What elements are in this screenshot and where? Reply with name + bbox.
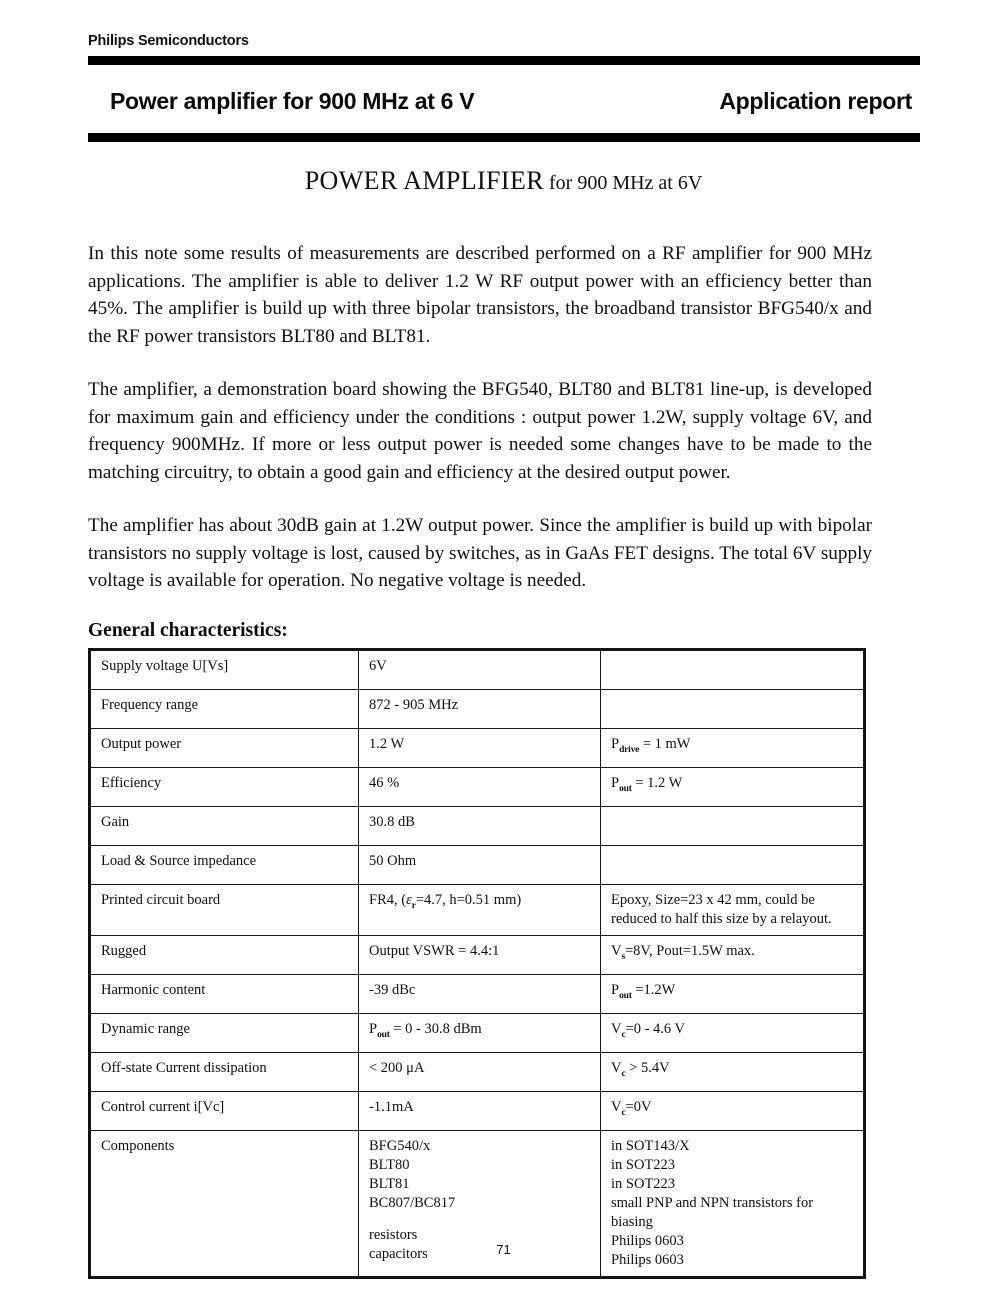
component-name: BLT81 <box>369 1176 410 1192</box>
table-row <box>91 1092 864 1131</box>
note-symbol: V <box>611 1060 622 1076</box>
note-subscript: s <box>621 951 625 962</box>
note-subscript: out <box>619 783 632 794</box>
row-param: Gain <box>91 807 359 846</box>
row-note <box>601 651 864 690</box>
table-row <box>91 1014 864 1053</box>
note-text: = 1 mW <box>639 736 691 752</box>
note-symbol: V <box>611 943 622 959</box>
header-right-title: Application report <box>719 88 912 114</box>
row-note <box>601 690 864 729</box>
row-note <box>601 936 864 975</box>
value-subscript: out <box>377 1029 390 1040</box>
row-value: 6V <box>359 651 601 690</box>
component-package: in SOT223 <box>611 1157 676 1173</box>
component-package: in SOT143/X <box>611 1138 690 1154</box>
component-name: capacitors <box>369 1246 428 1262</box>
row-param: Supply voltage U[Vs] <box>91 651 359 690</box>
row-note <box>601 846 864 885</box>
note-symbol: P <box>611 736 620 752</box>
table-row <box>91 768 864 807</box>
value-text: = 0 - 30.8 dBm <box>389 1021 482 1037</box>
component-name: BC807/BC817 <box>369 1195 456 1211</box>
note-text: =8V, Pout=1.5W max. <box>624 943 755 959</box>
running-header <box>88 88 920 126</box>
header-left-title: Power amplifier for 900 MHz at 6 V <box>110 88 475 114</box>
row-param: Frequency range <box>91 690 359 729</box>
component-name: BFG540/x <box>369 1138 431 1154</box>
value-symbol: P <box>369 1021 378 1037</box>
row-value: 50 Ohm <box>359 846 601 885</box>
table-body <box>91 651 864 1277</box>
table-row <box>91 807 864 846</box>
table-row <box>91 729 864 768</box>
row-note <box>601 729 864 768</box>
row-value <box>359 885 601 936</box>
component-package: small PNP and NPN transistors for <box>611 1195 814 1211</box>
row-param: Off-state Current dissipation <box>91 1053 359 1092</box>
table-row <box>91 651 864 690</box>
row-param: Output power <box>91 729 359 768</box>
body-text <box>88 240 872 595</box>
table-row <box>91 690 864 729</box>
general-characteristics-table <box>88 648 866 1279</box>
value-text: FR4, ( <box>369 892 407 908</box>
note-text: > 5.4V <box>625 1060 670 1076</box>
value-subscript: r <box>411 900 416 911</box>
table-row <box>91 936 864 975</box>
component-package: Philips 0603 <box>611 1252 684 1268</box>
header-rule-bottom <box>88 133 920 142</box>
component-package: biasing <box>611 1214 653 1230</box>
page-title-main: POWER AMPLIFIER <box>304 166 544 195</box>
row-param: Control current i[Vc] <box>91 1092 359 1131</box>
spacer <box>369 1213 591 1226</box>
row-note <box>601 975 864 1014</box>
note-subscript: out <box>619 990 632 1001</box>
paragraph-2: The amplifier, a demonstration board showing the BFG540, BLT80 and BLT81 line-up, is developed for maximum gain and efficiency under the conditions : output power 1.2W, supply voltage 6V, and frequency 900MHz. If more or less output power is needed some changes have to be made to the matching circuitry, to obtain a good gain and efficiency at the desired output power. <box>88 379 872 483</box>
note-symbol: V <box>611 1021 622 1037</box>
paragraph-3: The amplifier has about 30dB gain at 1.2W output power. Since the amplifier is build up with bipolar transistors no supply voltage is lost, caused by switches, as in GaAs FET designs. The total 6V supply voltage is available for operation. No negative voltage is needed. <box>88 515 872 591</box>
table-row <box>91 975 864 1014</box>
note-line: Epoxy, Size=23 x 42 mm, could be <box>611 892 815 908</box>
row-note <box>601 885 864 936</box>
row-value <box>359 1014 601 1053</box>
note-subscript: c <box>621 1107 626 1118</box>
row-value: Output VSWR = 4.4:1 <box>359 936 601 975</box>
page-number: 71 <box>496 1242 511 1257</box>
table-row <box>91 885 864 936</box>
note-text: =0V <box>625 1099 652 1115</box>
row-param: Load & Source impedance <box>91 846 359 885</box>
note-symbol: P <box>611 775 620 791</box>
component-package: in SOT223 <box>611 1176 676 1192</box>
component-package: Philips 0603 <box>611 1233 684 1249</box>
row-note <box>601 807 864 846</box>
note-text: = 1.2 W <box>631 775 683 791</box>
row-value: 46 % <box>359 768 601 807</box>
row-param: Efficiency <box>91 768 359 807</box>
table-row <box>91 1053 864 1092</box>
page-title-suffix: for 900 MHz at 6V <box>549 172 703 194</box>
row-note <box>601 1092 864 1131</box>
row-param: Dynamic range <box>91 1014 359 1053</box>
page-title <box>0 166 1007 196</box>
table-row <box>91 846 864 885</box>
row-param: Printed circuit board <box>91 885 359 936</box>
row-param: Harmonic content <box>91 975 359 1014</box>
publisher-name: Philips Semiconductors <box>88 33 249 49</box>
section-heading: General characteristics: <box>88 620 288 641</box>
header-rule-top <box>88 56 920 65</box>
note-symbol: P <box>611 982 620 998</box>
row-param: Components <box>91 1131 359 1277</box>
row-note <box>601 1053 864 1092</box>
row-value: 30.8 dB <box>359 807 601 846</box>
note-symbol: V <box>611 1099 622 1115</box>
note-subscript: drive <box>619 744 640 755</box>
epsilon-symbol: ε <box>406 892 412 908</box>
note-subscript: c <box>621 1068 626 1079</box>
note-subscript: c <box>621 1029 626 1040</box>
value-text-2: =4.7, h=0.51 mm) <box>415 892 522 908</box>
row-value: < 200 μA <box>359 1053 601 1092</box>
note-text: =0 - 4.6 V <box>625 1021 685 1037</box>
component-name: BLT80 <box>369 1157 410 1173</box>
note-text: =1.2W <box>631 982 676 998</box>
row-value: 1.2 W <box>359 729 601 768</box>
row-param: Rugged <box>91 936 359 975</box>
row-note <box>601 1014 864 1053</box>
row-value: -1.1mA <box>359 1092 601 1131</box>
row-value: 872 - 905 MHz <box>359 690 601 729</box>
paragraph-1: In this note some results of measurements are described performed on a RF amplifier for 900 MHz applications. The amplifier is able to deliver 1.2 W RF output power with an efficiency better than 45%. The amplifier is build up with three bipolar transistors, the broadband transistor BFG540/x and the RF power transistors BLT80 and BLT81. <box>88 243 872 347</box>
note-line: reduced to half this size by a relayout. <box>611 911 832 927</box>
row-note <box>601 768 864 807</box>
component-name: resistors <box>369 1227 418 1243</box>
row-value: -39 dBc <box>359 975 601 1014</box>
